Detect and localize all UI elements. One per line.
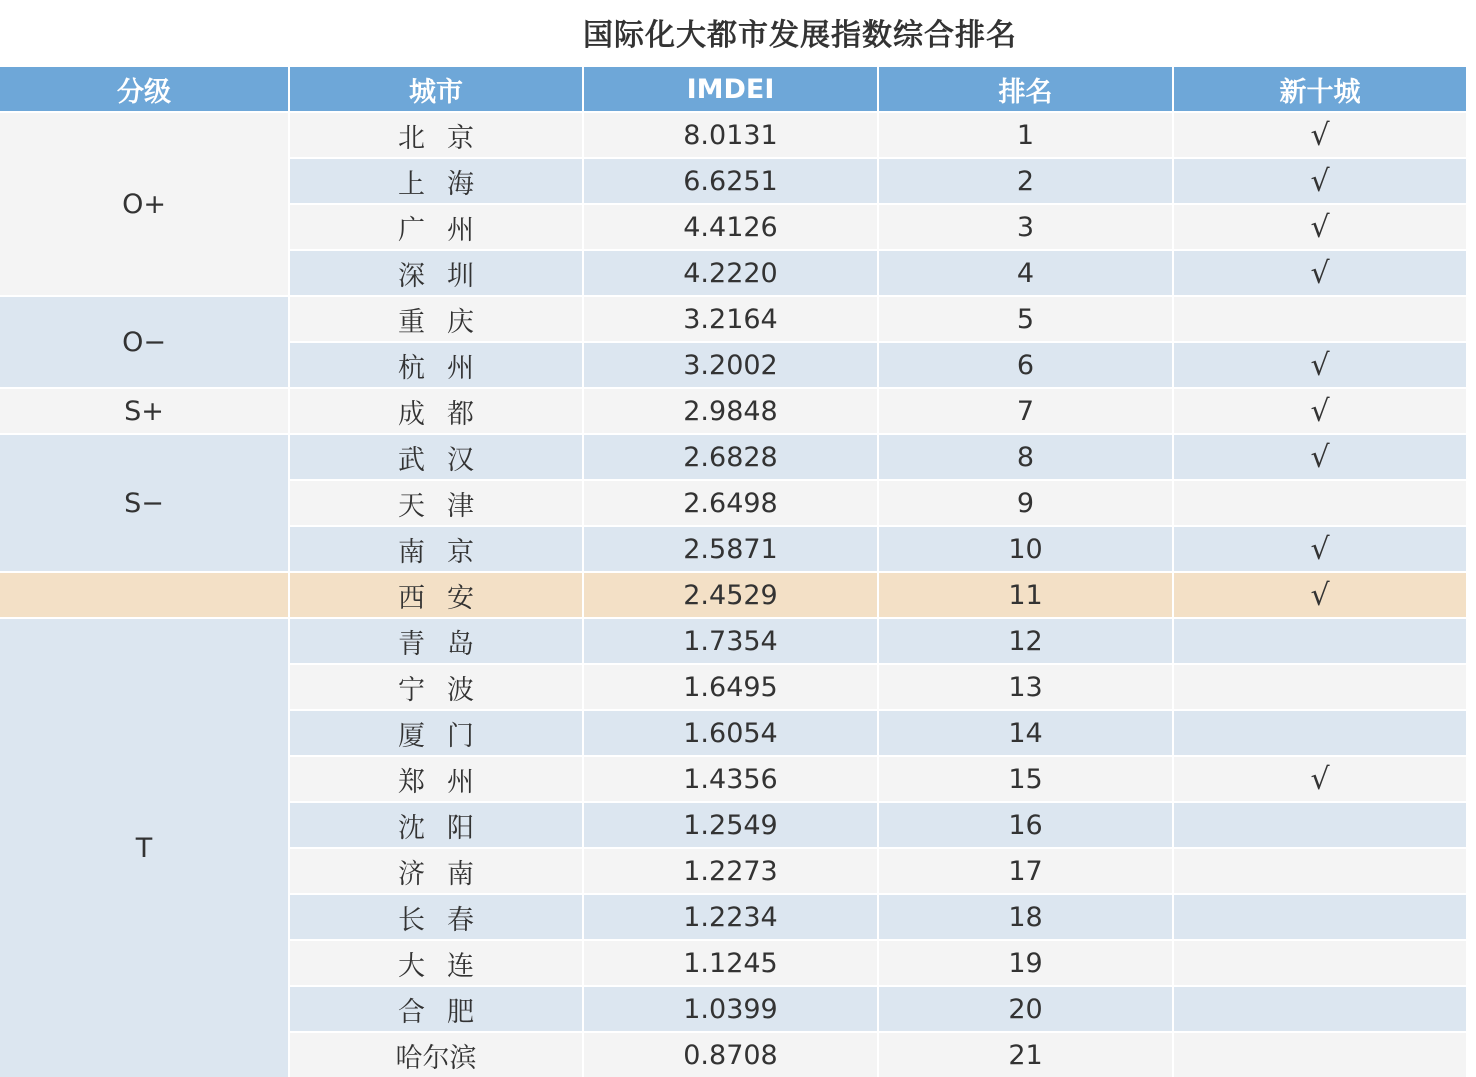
header-imdei: IMDEI bbox=[584, 67, 877, 111]
rank-cell: 3 bbox=[879, 205, 1172, 249]
rank-cell: 20 bbox=[879, 987, 1172, 1031]
city-cell bbox=[290, 1033, 582, 1077]
new-ten-city-mark bbox=[1174, 297, 1466, 341]
new-ten-city-mark bbox=[1174, 803, 1466, 847]
city-cell bbox=[290, 711, 582, 755]
tier-cell: O+ bbox=[0, 113, 288, 295]
city-name: 北京 bbox=[398, 122, 496, 154]
rank-cell: 13 bbox=[879, 665, 1172, 709]
ranking-table bbox=[0, 67, 1466, 1077]
city-cell bbox=[290, 527, 582, 571]
new-ten-city-mark: √ bbox=[1174, 435, 1466, 479]
new-ten-city-mark bbox=[1174, 849, 1466, 893]
city-name: 上海 bbox=[398, 168, 496, 200]
city-name: 大连 bbox=[398, 950, 496, 982]
city-cell bbox=[290, 619, 582, 663]
tier-cell bbox=[0, 573, 288, 617]
imdei-cell: 1.2273 bbox=[584, 849, 877, 893]
city-name: 厦门 bbox=[398, 720, 496, 752]
new-ten-city-mark: √ bbox=[1174, 159, 1466, 203]
new-ten-city-mark: √ bbox=[1174, 389, 1466, 433]
rank-cell: 19 bbox=[879, 941, 1172, 985]
city-name: 沈阳 bbox=[398, 812, 496, 844]
city-name: 重庆 bbox=[398, 306, 496, 338]
new-ten-city-mark bbox=[1174, 1033, 1466, 1077]
city-cell bbox=[290, 987, 582, 1031]
rank-cell: 4 bbox=[879, 251, 1172, 295]
tier-cell: S+ bbox=[0, 389, 288, 433]
city-cell bbox=[290, 113, 582, 157]
rank-cell: 9 bbox=[879, 481, 1172, 525]
city-cell bbox=[290, 297, 582, 341]
new-ten-city-mark: √ bbox=[1174, 573, 1466, 617]
new-ten-city-mark bbox=[1174, 895, 1466, 939]
new-ten-city-mark bbox=[1174, 619, 1466, 663]
tier-cell: T bbox=[0, 619, 288, 1077]
rank-cell: 15 bbox=[879, 757, 1172, 801]
imdei-cell: 1.4356 bbox=[584, 757, 877, 801]
header-city: 城市 bbox=[290, 67, 582, 111]
city-name: 长春 bbox=[398, 904, 496, 936]
header-new-ten-cities: 新十城 bbox=[1174, 67, 1466, 111]
imdei-cell: 2.6498 bbox=[584, 481, 877, 525]
new-ten-city-mark bbox=[1174, 941, 1466, 985]
city-cell bbox=[290, 941, 582, 985]
city-cell bbox=[290, 573, 582, 617]
rank-cell: 10 bbox=[879, 527, 1172, 571]
page-title: 国际化大都市发展指数综合排名 bbox=[583, 18, 1017, 53]
city-name: 武汉 bbox=[398, 444, 496, 476]
city-cell bbox=[290, 803, 582, 847]
imdei-cell: 4.4126 bbox=[584, 205, 877, 249]
imdei-cell: 1.2549 bbox=[584, 803, 877, 847]
rank-cell: 5 bbox=[879, 297, 1172, 341]
city-name: 宁波 bbox=[398, 674, 496, 706]
new-ten-city-mark bbox=[1174, 711, 1466, 755]
rank-cell: 6 bbox=[879, 343, 1172, 387]
rank-cell: 16 bbox=[879, 803, 1172, 847]
city-name: 郑州 bbox=[398, 766, 496, 798]
city-name: 青岛 bbox=[398, 628, 496, 660]
new-ten-city-mark bbox=[1174, 665, 1466, 709]
new-ten-city-mark: √ bbox=[1174, 205, 1466, 249]
city-cell bbox=[290, 159, 582, 203]
imdei-cell: 6.6251 bbox=[584, 159, 877, 203]
tier-cell: S− bbox=[0, 435, 288, 571]
imdei-cell: 1.7354 bbox=[584, 619, 877, 663]
city-name: 天津 bbox=[398, 490, 496, 522]
imdei-cell: 1.6495 bbox=[584, 665, 877, 709]
imdei-cell: 2.4529 bbox=[584, 573, 877, 617]
rank-cell: 2 bbox=[879, 159, 1172, 203]
city-cell bbox=[290, 481, 582, 525]
imdei-cell: 1.2234 bbox=[584, 895, 877, 939]
imdei-cell: 0.8708 bbox=[584, 1033, 877, 1077]
imdei-cell: 3.2002 bbox=[584, 343, 877, 387]
rank-cell: 21 bbox=[879, 1033, 1172, 1077]
new-ten-city-mark: √ bbox=[1174, 527, 1466, 571]
imdei-cell: 1.6054 bbox=[584, 711, 877, 755]
new-ten-city-mark bbox=[1174, 987, 1466, 1031]
new-ten-city-mark: √ bbox=[1174, 113, 1466, 157]
city-name: 合肥 bbox=[398, 996, 496, 1028]
city-cell bbox=[290, 205, 582, 249]
city-name: 济南 bbox=[398, 858, 496, 890]
imdei-cell: 8.0131 bbox=[584, 113, 877, 157]
rank-cell: 8 bbox=[879, 435, 1172, 479]
city-cell bbox=[290, 343, 582, 387]
new-ten-city-mark bbox=[1174, 481, 1466, 525]
city-cell bbox=[290, 435, 582, 479]
imdei-cell: 2.6828 bbox=[584, 435, 877, 479]
new-ten-city-mark: √ bbox=[1174, 757, 1466, 801]
rank-cell: 1 bbox=[879, 113, 1172, 157]
city-name: 杭州 bbox=[398, 352, 496, 384]
rank-cell: 14 bbox=[879, 711, 1172, 755]
city-cell bbox=[290, 757, 582, 801]
imdei-cell: 2.5871 bbox=[584, 527, 877, 571]
header-tier: 分级 bbox=[0, 67, 288, 111]
imdei-cell: 1.1245 bbox=[584, 941, 877, 985]
city-name: 西安 bbox=[398, 582, 496, 614]
rank-cell: 12 bbox=[879, 619, 1172, 663]
rank-cell: 18 bbox=[879, 895, 1172, 939]
rank-cell: 17 bbox=[879, 849, 1172, 893]
city-name: 广州 bbox=[398, 214, 496, 246]
rank-cell: 7 bbox=[879, 389, 1172, 433]
city-cell bbox=[290, 389, 582, 433]
imdei-cell: 4.2220 bbox=[584, 251, 877, 295]
rank-cell: 11 bbox=[879, 573, 1172, 617]
imdei-cell: 1.0399 bbox=[584, 987, 877, 1031]
new-ten-city-mark: √ bbox=[1174, 251, 1466, 295]
header-rank: 排名 bbox=[879, 67, 1172, 111]
new-ten-city-mark: √ bbox=[1174, 343, 1466, 387]
city-cell bbox=[290, 895, 582, 939]
city-cell bbox=[290, 849, 582, 893]
imdei-cell: 3.2164 bbox=[584, 297, 877, 341]
city-name: 哈尔滨 bbox=[395, 1042, 477, 1074]
imdei-cell: 2.9848 bbox=[584, 389, 877, 433]
city-name: 南京 bbox=[398, 536, 496, 568]
city-name: 成都 bbox=[398, 398, 496, 430]
tier-cell: O− bbox=[0, 297, 288, 387]
city-cell bbox=[290, 251, 582, 295]
city-cell bbox=[290, 665, 582, 709]
city-name: 深圳 bbox=[398, 260, 496, 292]
